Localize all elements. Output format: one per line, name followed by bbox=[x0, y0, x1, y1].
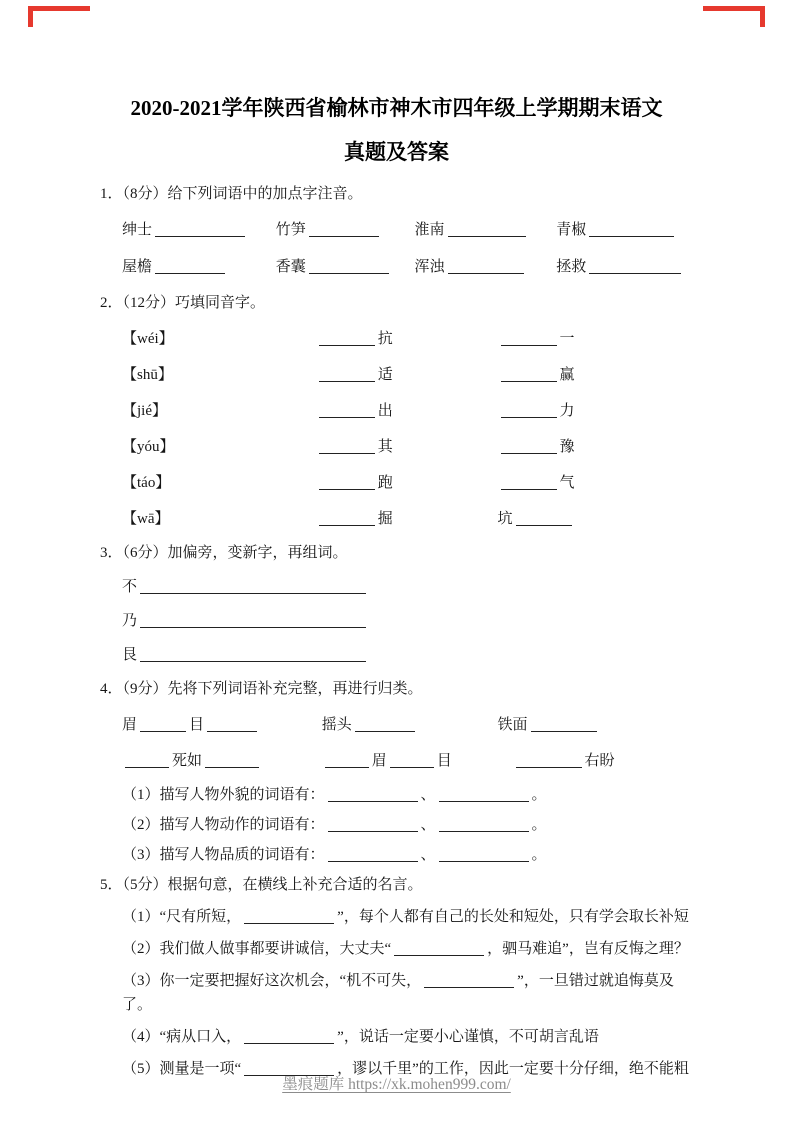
blank-underline bbox=[319, 401, 375, 418]
idiom-item bbox=[498, 713, 600, 737]
blank-underline bbox=[328, 845, 418, 862]
footer-link[interactable]: 墨痕题库 https://xk.mohen999.com/ bbox=[282, 1076, 511, 1093]
sentence-post: ，驷马难追”，岂有反悔之理？ bbox=[487, 941, 689, 957]
blank-underline bbox=[448, 257, 524, 274]
separator-label: 、 bbox=[420, 847, 436, 863]
page-title bbox=[100, 86, 693, 174]
blank-underline bbox=[501, 437, 557, 454]
blank-underline bbox=[309, 220, 379, 237]
idiom-part-label: 目 bbox=[189, 717, 205, 733]
pinyin-label: 【yóu】 bbox=[122, 439, 175, 455]
q1-item bbox=[276, 255, 411, 279]
red-border-top-right-horizontal bbox=[703, 6, 765, 11]
blank-underline bbox=[501, 401, 557, 418]
question-5-item-1 bbox=[122, 905, 693, 929]
char-label: 掘 bbox=[377, 511, 393, 527]
sentence-post: ”，一旦错过就追悔莫及了。 bbox=[122, 973, 674, 1013]
question-3-row bbox=[122, 609, 693, 633]
question-4-sub-3 bbox=[122, 843, 693, 867]
question-4-sub-1 bbox=[122, 783, 693, 807]
char-label: 其 bbox=[377, 439, 393, 455]
footer bbox=[0, 1072, 793, 1094]
question-1-row-2 bbox=[122, 255, 693, 279]
idiom-item bbox=[122, 749, 318, 773]
sentence-post: ”，每个人都有自己的长处和短处，只有学会取长补短 bbox=[337, 909, 689, 925]
period-label: 。 bbox=[531, 847, 547, 863]
blank-underline bbox=[394, 939, 484, 956]
red-border-top-left-vertical bbox=[28, 6, 33, 27]
red-border-top-left-horizontal bbox=[28, 6, 90, 11]
question-1-heading: 1．（8分）给下列词语中的加点字注音。 bbox=[100, 186, 363, 202]
char-label: 一 bbox=[559, 331, 575, 347]
blank-underline bbox=[325, 751, 369, 768]
question-5-item-3 bbox=[122, 969, 693, 1017]
sentence-pre: （2）我们做人做事都要讲诚信，大丈夫“ bbox=[122, 941, 392, 957]
blank-underline bbox=[501, 473, 557, 490]
blank-underline bbox=[319, 365, 375, 382]
sentence-pre: （4）“病从口入， bbox=[122, 1029, 242, 1045]
question-4-sub-2 bbox=[122, 813, 693, 837]
blank-underline bbox=[501, 365, 557, 382]
blank-underline bbox=[319, 509, 375, 526]
blank-underline bbox=[589, 220, 674, 237]
q1-item bbox=[122, 218, 272, 242]
idiom-part-label: 死如 bbox=[172, 753, 203, 769]
char-label: 坑 bbox=[497, 511, 513, 527]
word-label: 淮南 bbox=[414, 222, 445, 238]
q1-item bbox=[122, 255, 272, 279]
question-5-item-2 bbox=[122, 937, 693, 961]
question-3-row bbox=[122, 575, 693, 599]
question-3-heading: 3．（6分）加偏旁，变新字，再组词。 bbox=[100, 545, 348, 561]
blank-underline bbox=[328, 815, 418, 832]
blank-underline bbox=[328, 785, 418, 802]
char-label: 跑 bbox=[377, 475, 393, 491]
idiom-item bbox=[322, 713, 494, 737]
blank-underline bbox=[309, 257, 389, 274]
sentence-post: ”，说话一定要小心谨慎，不可胡言乱语 bbox=[337, 1029, 599, 1045]
q2-item bbox=[498, 471, 575, 495]
red-border-top-right-vertical bbox=[760, 6, 765, 27]
question-2-heading: 2．（12分）巧填同音字。 bbox=[100, 295, 266, 311]
question-4-heading: 4．（9分）先将下列词语补充完整，再进行归类。 bbox=[100, 681, 423, 697]
pinyin-label: 【shū】 bbox=[122, 367, 173, 383]
question-3-row bbox=[122, 643, 693, 667]
q1-item bbox=[415, 255, 553, 279]
blank-underline bbox=[439, 815, 529, 832]
q2-item bbox=[316, 399, 494, 423]
sentence-post: ，谬以千里”的工作，因此一定要十分仔细，绝不能粗 bbox=[337, 1061, 689, 1077]
blank-underline bbox=[516, 509, 572, 526]
word-label: 浑浊 bbox=[414, 259, 445, 275]
question-2-row bbox=[122, 435, 693, 459]
blank-underline bbox=[205, 751, 259, 768]
q1-item bbox=[415, 218, 553, 242]
blank-underline bbox=[140, 611, 366, 628]
word-label: 绅士 bbox=[122, 222, 153, 238]
blank-underline bbox=[531, 715, 597, 732]
idiom-part-label: 眉 bbox=[122, 717, 138, 733]
word-label: 青椒 bbox=[556, 222, 587, 238]
pinyin-label: 【wā】 bbox=[122, 511, 170, 527]
question-2-row bbox=[122, 363, 693, 387]
idiom-part-label: 目 bbox=[436, 753, 452, 769]
q2-item bbox=[316, 471, 494, 495]
char-label: 适 bbox=[377, 367, 393, 383]
question-2-row bbox=[122, 507, 693, 531]
pinyin-label: 【wéi】 bbox=[122, 331, 174, 347]
char-label: 豫 bbox=[559, 439, 575, 455]
q1-item bbox=[556, 255, 684, 279]
q2-item bbox=[498, 399, 575, 423]
idiom-part-label: 眉 bbox=[371, 753, 387, 769]
sentence-pre: （5）测量是一项“ bbox=[122, 1061, 242, 1077]
blank-underline bbox=[155, 220, 245, 237]
char-label: 出 bbox=[377, 403, 393, 419]
blank-underline bbox=[448, 220, 526, 237]
sub-question-text: （1）描写人物外貌的词语有： bbox=[122, 787, 325, 803]
idiom-part-label: 铁面 bbox=[497, 717, 528, 733]
q2-item bbox=[316, 327, 494, 351]
q1-item bbox=[276, 218, 411, 242]
question-2-row bbox=[122, 471, 693, 495]
idiom-item bbox=[122, 713, 318, 737]
blank-underline bbox=[207, 715, 257, 732]
idiom-part-label: 右盼 bbox=[584, 753, 615, 769]
blank-underline bbox=[244, 907, 334, 924]
char-label: 抗 bbox=[377, 331, 393, 347]
question-4-row-1 bbox=[122, 713, 693, 737]
document-content bbox=[100, 86, 693, 1081]
question-2-row bbox=[122, 327, 693, 351]
sub-question-text: （2）描写人物动作的词语有： bbox=[122, 817, 325, 833]
q2-item bbox=[316, 435, 494, 459]
blank-underline bbox=[390, 751, 434, 768]
question-4-row-2 bbox=[122, 749, 693, 773]
blank-underline bbox=[319, 437, 375, 454]
sentence-pre: （1）“尺有所短， bbox=[122, 909, 242, 925]
char-label: 乃 bbox=[122, 613, 138, 629]
blank-underline bbox=[501, 329, 557, 346]
char-label: 不 bbox=[122, 579, 138, 595]
word-label: 屋檐 bbox=[122, 259, 153, 275]
blank-underline bbox=[589, 257, 681, 274]
idiom-item bbox=[513, 749, 615, 773]
sentence-pre: （3）你一定要把握好这次机会，“机不可失， bbox=[122, 973, 422, 989]
blank-underline bbox=[424, 971, 514, 988]
separator-label: 、 bbox=[420, 817, 436, 833]
question-5-heading: 5．（5分）根据句意，在横线上补充合适的名言。 bbox=[100, 877, 423, 893]
char-label: 赢 bbox=[559, 367, 575, 383]
blank-underline bbox=[125, 751, 169, 768]
idiom-item bbox=[322, 749, 509, 773]
blank-underline bbox=[140, 645, 366, 662]
question-1-row-1 bbox=[122, 218, 693, 242]
sub-question-text: （3）描写人物品质的词语有： bbox=[122, 847, 325, 863]
question-2-row bbox=[122, 399, 693, 423]
blank-underline bbox=[516, 751, 582, 768]
pinyin-label: 【táo】 bbox=[122, 475, 171, 491]
blank-underline bbox=[355, 715, 415, 732]
q2-item bbox=[316, 507, 494, 531]
blank-underline bbox=[140, 577, 366, 594]
char-label: 力 bbox=[559, 403, 575, 419]
blank-underline bbox=[140, 715, 186, 732]
char-label: 气 bbox=[559, 475, 575, 491]
char-label: 艮 bbox=[122, 647, 138, 663]
q2-item bbox=[498, 363, 575, 387]
period-label: 。 bbox=[531, 787, 547, 803]
pinyin-label: 【jié】 bbox=[122, 403, 167, 419]
q1-item bbox=[556, 218, 677, 242]
question-5-item-4 bbox=[122, 1025, 693, 1049]
blank-underline bbox=[439, 785, 529, 802]
period-label: 。 bbox=[531, 817, 547, 833]
title-line-1: 2020-2021学年陕西省榆林市神木市四年级上学期期末语文 bbox=[130, 96, 663, 120]
blank-underline bbox=[244, 1027, 334, 1044]
blank-underline bbox=[155, 257, 225, 274]
word-label: 拯救 bbox=[556, 259, 587, 275]
blank-underline bbox=[319, 473, 375, 490]
q2-item bbox=[498, 507, 575, 531]
q2-item bbox=[498, 435, 575, 459]
blank-underline bbox=[439, 845, 529, 862]
q2-item bbox=[316, 363, 494, 387]
word-label: 香囊 bbox=[275, 259, 306, 275]
separator-label: 、 bbox=[420, 787, 436, 803]
idiom-part-label: 摇头 bbox=[321, 717, 352, 733]
title-line-2: 真题及答案 bbox=[344, 140, 449, 164]
word-label: 竹笋 bbox=[275, 222, 306, 238]
blank-underline bbox=[319, 329, 375, 346]
q2-item bbox=[498, 327, 575, 351]
